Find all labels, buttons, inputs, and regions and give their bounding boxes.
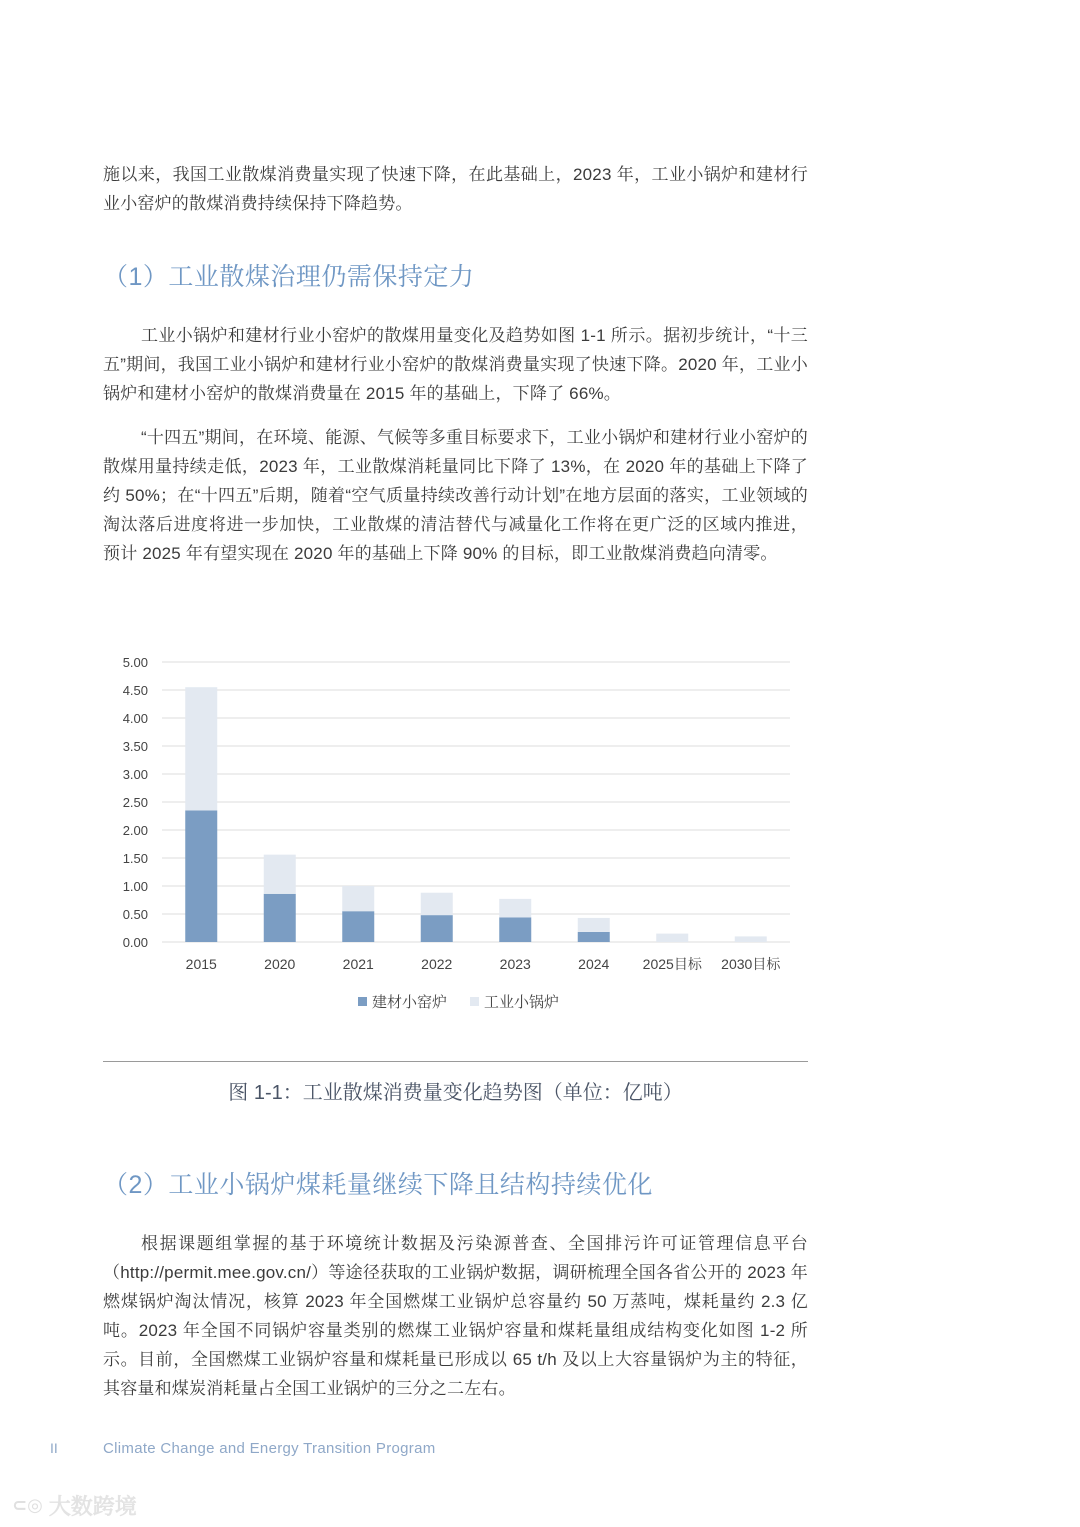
y-tick-label: 2.00 (122, 823, 148, 838)
y-tick-label: 2.50 (122, 795, 148, 810)
chart-legend (358, 993, 559, 1011)
figure-caption: 图 1-1：工业散煤消费量变化趋势图（单位：亿吨） (228, 1082, 683, 1104)
y-tick-label: 0.00 (122, 935, 148, 950)
x-tick-label: 2015 (185, 956, 217, 972)
bar-boiler-2020 (264, 855, 296, 894)
bar-kiln-2022 (421, 915, 453, 942)
bar-boiler-2022 (421, 893, 453, 915)
chart-x-ticks (186, 956, 782, 972)
y-tick-label: 4.50 (122, 683, 148, 698)
section1-paragraph-2: “十四五”期间，在环境、能源、气候等多重目标要求下，工业小锅炉和建材行业小窑炉的散煤用量持续走低，2023 年，工业散煤消耗量同比下降了 13%，在 2020 年的基础上下降了约 50%；在“十四五”后期，随着“空气质量持续改善行动计划”在地方层面的落实，工业领域的淘汰落后进度将进一步加快，工业散煤的清洁替代与减量化工作将在更广泛的区域内推进，预计 2025 年有望实现在 2020 年的基础上下降 90% 的目标，即工业散煤消费趋向清零。 (103, 428, 808, 563)
coal-consumption-chart (100, 640, 810, 1040)
intro-paragraph: 施以来，我国工业散煤消费量实现了快速下降，在此基础上，2023 年，工业小锅炉和建材行业小窑炉的散煤消费持续保持下降趋势。 (103, 165, 808, 213)
chart-gridlines (162, 662, 790, 942)
chart-bars (185, 687, 767, 942)
bar-boiler-2015 (185, 687, 217, 810)
bar-kiln-2015 (185, 810, 217, 942)
bar-kiln-2024 (578, 932, 610, 942)
x-tick-label: 2024 (578, 956, 610, 972)
legend-label: 工业小锅炉 (484, 994, 560, 1011)
bar-kiln-2021 (342, 911, 374, 942)
bar-boiler-2021 (342, 886, 374, 911)
watermark-logo-icon: ⊂◎ (12, 1495, 43, 1515)
bar-boiler-2025目标 (656, 934, 688, 942)
watermark (12, 1490, 137, 1521)
y-tick-label: 1.00 (122, 879, 148, 894)
bar-boiler-2023 (499, 899, 531, 917)
bar-kiln-2023 (499, 917, 531, 942)
y-tick-label: 0.50 (122, 907, 148, 922)
x-tick-label: 2020 (264, 956, 296, 972)
x-tick-label: 2021 (342, 956, 374, 972)
bar-boiler-2024 (578, 918, 610, 932)
legend-label: 建材小窑炉 (372, 994, 448, 1011)
bar-kiln-2020 (264, 894, 296, 942)
x-tick-label: 2022 (421, 956, 453, 972)
y-tick-label: 4.00 (122, 711, 148, 726)
y-tick-label: 5.00 (122, 655, 148, 670)
section1-paragraph-1: 工业小锅炉和建材行业小窑炉的散煤用量变化及趋势如图 1-1 所示。据初步统计，“十三五”期间，我国工业小锅炉和建材行业小窑炉的散煤消费量实现了快速下降。2020 年，工业小锅炉和建材小窑炉的散煤消费量在 2015 年的基础上，下降了 66%。 (103, 326, 808, 403)
y-tick-label: 3.00 (122, 767, 148, 782)
x-tick-label: 2030目标 (721, 956, 781, 972)
y-tick-label: 1.50 (122, 851, 148, 866)
watermark-text: 大数跨境 (48, 1494, 137, 1519)
legend-swatch (470, 997, 479, 1006)
section2-heading: （2）工业小锅炉煤耗量继续下降且结构持续优化 (103, 1171, 653, 1199)
footer-program-name: Climate Change and Energy Transition Program (103, 1440, 436, 1457)
x-tick-label: 2023 (499, 956, 531, 972)
section2-paragraph-1: 根据课题组掌握的基于环境统计数据及污染源普查、全国排污许可证管理信息平台（http://permit.mee.gov.cn/）等途径获取的工业锅炉数据，调研梳理全国各省公开的 2023 年燃煤锅炉淘汰情况，核算 2023 年全国燃煤工业锅炉总容量约 50 万蒸吨，煤耗量约 2.3 亿吨。2023 年全国不同锅炉容量类别的燃煤工业锅炉容量和煤耗量组成结构变化如图 1-2 所示。目前，全国燃煤工业锅炉容量和煤耗量已形成以 65 t/h 及以上大容量锅炉为主的特征，其容量和煤炭消耗量占全国工业锅炉的三分之二左右。 (103, 1234, 808, 1398)
legend-swatch (358, 997, 367, 1006)
chart-y-ticks (123, 655, 148, 950)
page-number: II (50, 1440, 58, 1456)
x-tick-label: 2025目标 (642, 956, 702, 972)
bar-boiler-2030目标 (735, 936, 767, 942)
section1-heading: （1）工业散煤治理仍需保持定力 (103, 263, 475, 291)
figure-divider (103, 1061, 808, 1062)
y-tick-label: 3.50 (122, 739, 148, 754)
